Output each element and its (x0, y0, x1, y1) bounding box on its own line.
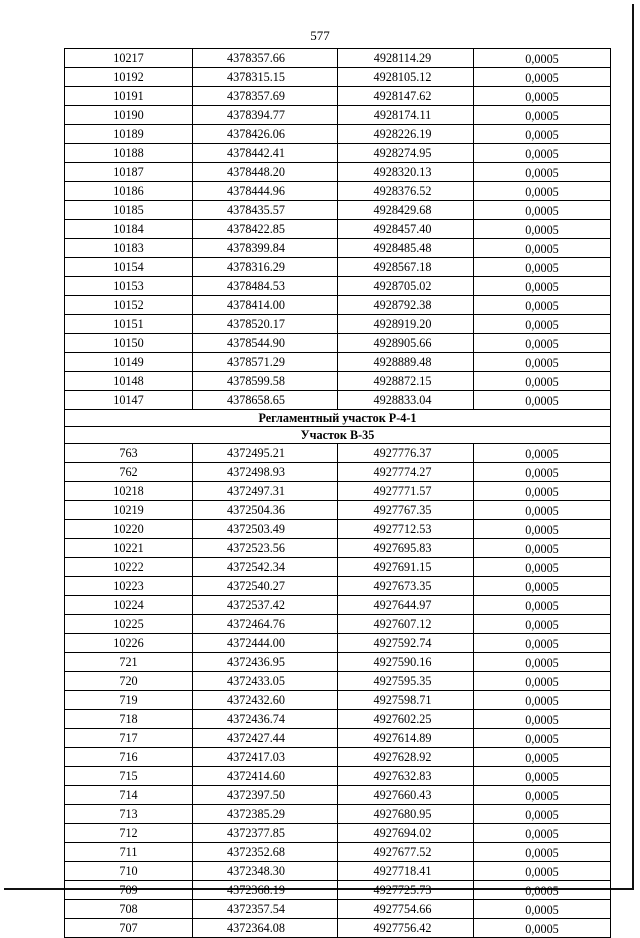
table-row (65, 372, 611, 391)
y-coordinate-cell: 4928485.48 (338, 239, 474, 258)
table-row (65, 881, 611, 900)
error-cell: 0,0005 (474, 144, 611, 163)
error-cell: 0,0005 (474, 353, 611, 372)
error-cell: 0,0005 (474, 220, 611, 239)
error-cell: 0,0005 (474, 106, 611, 125)
x-coordinate-cell: 4378448.20 (193, 163, 338, 182)
table-row (65, 862, 611, 881)
y-coordinate-cell: 4927694.02 (338, 824, 474, 843)
point-number-cell: 709 (65, 881, 193, 900)
x-coordinate-cell: 4378422.85 (193, 220, 338, 239)
error-cell: 0,0005 (474, 748, 611, 767)
point-number-cell: 10220 (65, 520, 193, 539)
point-number-cell: 10153 (65, 277, 193, 296)
y-coordinate-cell: 4927754.66 (338, 900, 474, 919)
x-coordinate-cell: 4378414.00 (193, 296, 338, 315)
error-cell: 0,0005 (474, 843, 611, 862)
table-row (65, 182, 611, 201)
error-cell: 0,0005 (474, 672, 611, 691)
table-row (65, 296, 611, 315)
point-number-cell: 10186 (65, 182, 193, 201)
error-cell: 0,0005 (474, 258, 611, 277)
point-number-cell: 10183 (65, 239, 193, 258)
y-coordinate-cell: 4928705.02 (338, 277, 474, 296)
table-row (65, 391, 611, 410)
x-coordinate-cell: 4378599.58 (193, 372, 338, 391)
table-row (65, 900, 611, 919)
table-row (65, 87, 611, 106)
y-coordinate-cell: 4927628.92 (338, 748, 474, 767)
y-coordinate-cell: 4927771.57 (338, 482, 474, 501)
error-cell: 0,0005 (474, 767, 611, 786)
y-coordinate-cell: 4928429.68 (338, 201, 474, 220)
x-coordinate-cell: 4372436.74 (193, 710, 338, 729)
subsection-title: Участок В-35 (65, 427, 611, 444)
point-number-cell: 10192 (65, 68, 193, 87)
error-cell: 0,0005 (474, 239, 611, 258)
table-row (65, 786, 611, 805)
table-row (65, 258, 611, 277)
table-row (65, 220, 611, 239)
point-number-cell: 10218 (65, 482, 193, 501)
x-coordinate-cell: 4378571.29 (193, 353, 338, 372)
error-cell: 0,0005 (474, 296, 611, 315)
error-cell: 0,0005 (474, 634, 611, 653)
table-row (65, 653, 611, 672)
point-number-cell: 10223 (65, 577, 193, 596)
table-row (65, 824, 611, 843)
point-number-cell: 717 (65, 729, 193, 748)
point-number-cell: 10189 (65, 125, 193, 144)
point-number-cell: 763 (65, 444, 193, 463)
error-cell: 0,0005 (474, 900, 611, 919)
error-cell: 0,0005 (474, 463, 611, 482)
point-number-cell: 10149 (65, 353, 193, 372)
table-row (65, 334, 611, 353)
table-row (65, 49, 611, 68)
table-row (65, 315, 611, 334)
y-coordinate-cell: 4927756.42 (338, 919, 474, 938)
table-row (65, 239, 611, 258)
table-row (65, 672, 611, 691)
point-number-cell: 10148 (65, 372, 193, 391)
error-cell: 0,0005 (474, 653, 611, 672)
y-coordinate-cell: 4927677.52 (338, 843, 474, 862)
section-title-row (65, 410, 611, 427)
point-number-cell: 10217 (65, 49, 193, 68)
error-cell: 0,0005 (474, 881, 611, 900)
x-coordinate-cell: 4378544.90 (193, 334, 338, 353)
x-coordinate-cell: 4372427.44 (193, 729, 338, 748)
table-row (65, 805, 611, 824)
point-number-cell: 720 (65, 672, 193, 691)
point-number-cell: 10191 (65, 87, 193, 106)
y-coordinate-cell: 4927607.12 (338, 615, 474, 634)
y-coordinate-cell: 4928872.15 (338, 372, 474, 391)
table-row (65, 520, 611, 539)
x-coordinate-cell: 4372352.68 (193, 843, 338, 862)
x-coordinate-cell: 4378394.77 (193, 106, 338, 125)
x-coordinate-cell: 4372364.08 (193, 919, 338, 938)
y-coordinate-cell: 4927598.71 (338, 691, 474, 710)
point-number-cell: 713 (65, 805, 193, 824)
error-cell: 0,0005 (474, 824, 611, 843)
error-cell: 0,0005 (474, 87, 611, 106)
table-row (65, 482, 611, 501)
x-coordinate-cell: 4372504.36 (193, 501, 338, 520)
point-number-cell: 10185 (65, 201, 193, 220)
x-coordinate-cell: 4372497.31 (193, 482, 338, 501)
error-cell: 0,0005 (474, 68, 611, 87)
x-coordinate-cell: 4372397.50 (193, 786, 338, 805)
table-row (65, 615, 611, 634)
point-number-cell: 715 (65, 767, 193, 786)
table-row (65, 577, 611, 596)
table-row (65, 163, 611, 182)
y-coordinate-cell: 4927590.16 (338, 653, 474, 672)
point-number-cell: 10184 (65, 220, 193, 239)
point-number-cell: 10187 (65, 163, 193, 182)
x-coordinate-cell: 4372377.85 (193, 824, 338, 843)
x-coordinate-cell: 4372385.29 (193, 805, 338, 824)
y-coordinate-cell: 4927767.35 (338, 501, 474, 520)
point-number-cell: 712 (65, 824, 193, 843)
error-cell: 0,0005 (474, 919, 611, 938)
error-cell: 0,0005 (474, 615, 611, 634)
y-coordinate-cell: 4928457.40 (338, 220, 474, 239)
x-coordinate-cell: 4372495.21 (193, 444, 338, 463)
x-coordinate-cell: 4378435.57 (193, 201, 338, 220)
table-row (65, 691, 611, 710)
y-coordinate-cell: 4928147.62 (338, 87, 474, 106)
table-row (65, 463, 611, 482)
y-coordinate-cell: 4927712.53 (338, 520, 474, 539)
y-coordinate-cell: 4927673.35 (338, 577, 474, 596)
y-coordinate-cell: 4928905.66 (338, 334, 474, 353)
x-coordinate-cell: 4372523.56 (193, 539, 338, 558)
y-coordinate-cell: 4927644.97 (338, 596, 474, 615)
y-coordinate-cell: 4927718.41 (338, 862, 474, 881)
point-number-cell: 762 (65, 463, 193, 482)
y-coordinate-cell: 4928376.52 (338, 182, 474, 201)
x-coordinate-cell: 4372368.19 (193, 881, 338, 900)
point-number-cell: 711 (65, 843, 193, 862)
y-coordinate-cell: 4927592.74 (338, 634, 474, 653)
y-coordinate-cell: 4927695.83 (338, 539, 474, 558)
error-cell: 0,0005 (474, 482, 611, 501)
table-row (65, 558, 611, 577)
error-cell: 0,0005 (474, 49, 611, 68)
error-cell: 0,0005 (474, 315, 611, 334)
y-coordinate-cell: 4927632.83 (338, 767, 474, 786)
subsection-title-row (65, 427, 611, 444)
error-cell: 0,0005 (474, 501, 611, 520)
page-number: 577 (310, 28, 330, 43)
y-coordinate-cell: 4928889.48 (338, 353, 474, 372)
x-coordinate-cell: 4372417.03 (193, 748, 338, 767)
x-coordinate-cell: 4378426.06 (193, 125, 338, 144)
error-cell: 0,0005 (474, 163, 611, 182)
point-number-cell: 716 (65, 748, 193, 767)
table-row (65, 106, 611, 125)
table-row (65, 144, 611, 163)
coordinates-table (64, 48, 611, 938)
error-cell: 0,0005 (474, 201, 611, 220)
point-number-cell: 10190 (65, 106, 193, 125)
coordinates-table-body (65, 49, 611, 938)
x-coordinate-cell: 4378399.84 (193, 239, 338, 258)
table-row (65, 444, 611, 463)
point-number-cell: 10147 (65, 391, 193, 410)
point-number-cell: 10154 (65, 258, 193, 277)
table-row (65, 634, 611, 653)
error-cell: 0,0005 (474, 391, 611, 410)
y-coordinate-cell: 4928274.95 (338, 144, 474, 163)
x-coordinate-cell: 4372414.60 (193, 767, 338, 786)
point-number-cell: 10224 (65, 596, 193, 615)
point-number-cell: 10188 (65, 144, 193, 163)
x-coordinate-cell: 4372537.42 (193, 596, 338, 615)
table-row (65, 125, 611, 144)
x-coordinate-cell: 4378442.41 (193, 144, 338, 163)
point-number-cell: 10152 (65, 296, 193, 315)
point-number-cell: 708 (65, 900, 193, 919)
point-number-cell: 719 (65, 691, 193, 710)
y-coordinate-cell: 4927614.89 (338, 729, 474, 748)
table-row (65, 277, 611, 296)
y-coordinate-cell: 4928226.19 (338, 125, 474, 144)
point-number-cell: 707 (65, 919, 193, 938)
x-coordinate-cell: 4378357.66 (193, 49, 338, 68)
point-number-cell: 710 (65, 862, 193, 881)
table-row (65, 68, 611, 87)
table-row (65, 710, 611, 729)
y-coordinate-cell: 4927774.27 (338, 463, 474, 482)
x-coordinate-cell: 4372503.49 (193, 520, 338, 539)
x-coordinate-cell: 4372464.76 (193, 615, 338, 634)
table-row (65, 539, 611, 558)
error-cell: 0,0005 (474, 862, 611, 881)
error-cell: 0,0005 (474, 125, 611, 144)
y-coordinate-cell: 4928919.20 (338, 315, 474, 334)
x-coordinate-cell: 4378357.69 (193, 87, 338, 106)
error-cell: 0,0005 (474, 691, 611, 710)
error-cell: 0,0005 (474, 729, 611, 748)
point-number-cell: 10222 (65, 558, 193, 577)
point-number-cell: 714 (65, 786, 193, 805)
y-coordinate-cell: 4928833.04 (338, 391, 474, 410)
point-number-cell: 718 (65, 710, 193, 729)
y-coordinate-cell: 4927595.35 (338, 672, 474, 691)
error-cell: 0,0005 (474, 372, 611, 391)
x-coordinate-cell: 4378316.29 (193, 258, 338, 277)
x-coordinate-cell: 4378658.65 (193, 391, 338, 410)
table-row (65, 748, 611, 767)
error-cell: 0,0005 (474, 334, 611, 353)
error-cell: 0,0005 (474, 596, 611, 615)
x-coordinate-cell: 4372357.54 (193, 900, 338, 919)
table-row (65, 843, 611, 862)
table-row (65, 501, 611, 520)
table-row (65, 201, 611, 220)
point-number-cell: 10219 (65, 501, 193, 520)
table-row (65, 767, 611, 786)
point-number-cell: 10225 (65, 615, 193, 634)
error-cell: 0,0005 (474, 710, 611, 729)
x-coordinate-cell: 4372348.30 (193, 862, 338, 881)
y-coordinate-cell: 4928105.12 (338, 68, 474, 87)
x-coordinate-cell: 4372540.27 (193, 577, 338, 596)
table-row (65, 353, 611, 372)
y-coordinate-cell: 4928114.29 (338, 49, 474, 68)
error-cell: 0,0005 (474, 539, 611, 558)
error-cell: 0,0005 (474, 558, 611, 577)
x-coordinate-cell: 4372542.34 (193, 558, 338, 577)
y-coordinate-cell: 4928174.11 (338, 106, 474, 125)
x-coordinate-cell: 4378484.53 (193, 277, 338, 296)
y-coordinate-cell: 4927602.25 (338, 710, 474, 729)
y-coordinate-cell: 4927725.73 (338, 881, 474, 900)
point-number-cell: 10150 (65, 334, 193, 353)
error-cell: 0,0005 (474, 805, 611, 824)
point-number-cell: 721 (65, 653, 193, 672)
point-number-cell: 10151 (65, 315, 193, 334)
x-coordinate-cell: 4372498.93 (193, 463, 338, 482)
point-number-cell: 10226 (65, 634, 193, 653)
error-cell: 0,0005 (474, 182, 611, 201)
point-number-cell: 10221 (65, 539, 193, 558)
y-coordinate-cell: 4927680.95 (338, 805, 474, 824)
table-row (65, 919, 611, 938)
table-row (65, 729, 611, 748)
x-coordinate-cell: 4372432.60 (193, 691, 338, 710)
error-cell: 0,0005 (474, 786, 611, 805)
y-coordinate-cell: 4927776.37 (338, 444, 474, 463)
error-cell: 0,0005 (474, 577, 611, 596)
y-coordinate-cell: 4928320.13 (338, 163, 474, 182)
error-cell: 0,0005 (474, 520, 611, 539)
y-coordinate-cell: 4928792.38 (338, 296, 474, 315)
x-coordinate-cell: 4378520.17 (193, 315, 338, 334)
error-cell: 0,0005 (474, 444, 611, 463)
x-coordinate-cell: 4378444.96 (193, 182, 338, 201)
x-coordinate-cell: 4378315.15 (193, 68, 338, 87)
x-coordinate-cell: 4372433.05 (193, 672, 338, 691)
y-coordinate-cell: 4927660.43 (338, 786, 474, 805)
x-coordinate-cell: 4372436.95 (193, 653, 338, 672)
section-title: Регламентный участок Р-4-1 (65, 410, 611, 427)
y-coordinate-cell: 4928567.18 (338, 258, 474, 277)
y-coordinate-cell: 4927691.15 (338, 558, 474, 577)
x-coordinate-cell: 4372444.00 (193, 634, 338, 653)
error-cell: 0,0005 (474, 277, 611, 296)
table-row (65, 596, 611, 615)
